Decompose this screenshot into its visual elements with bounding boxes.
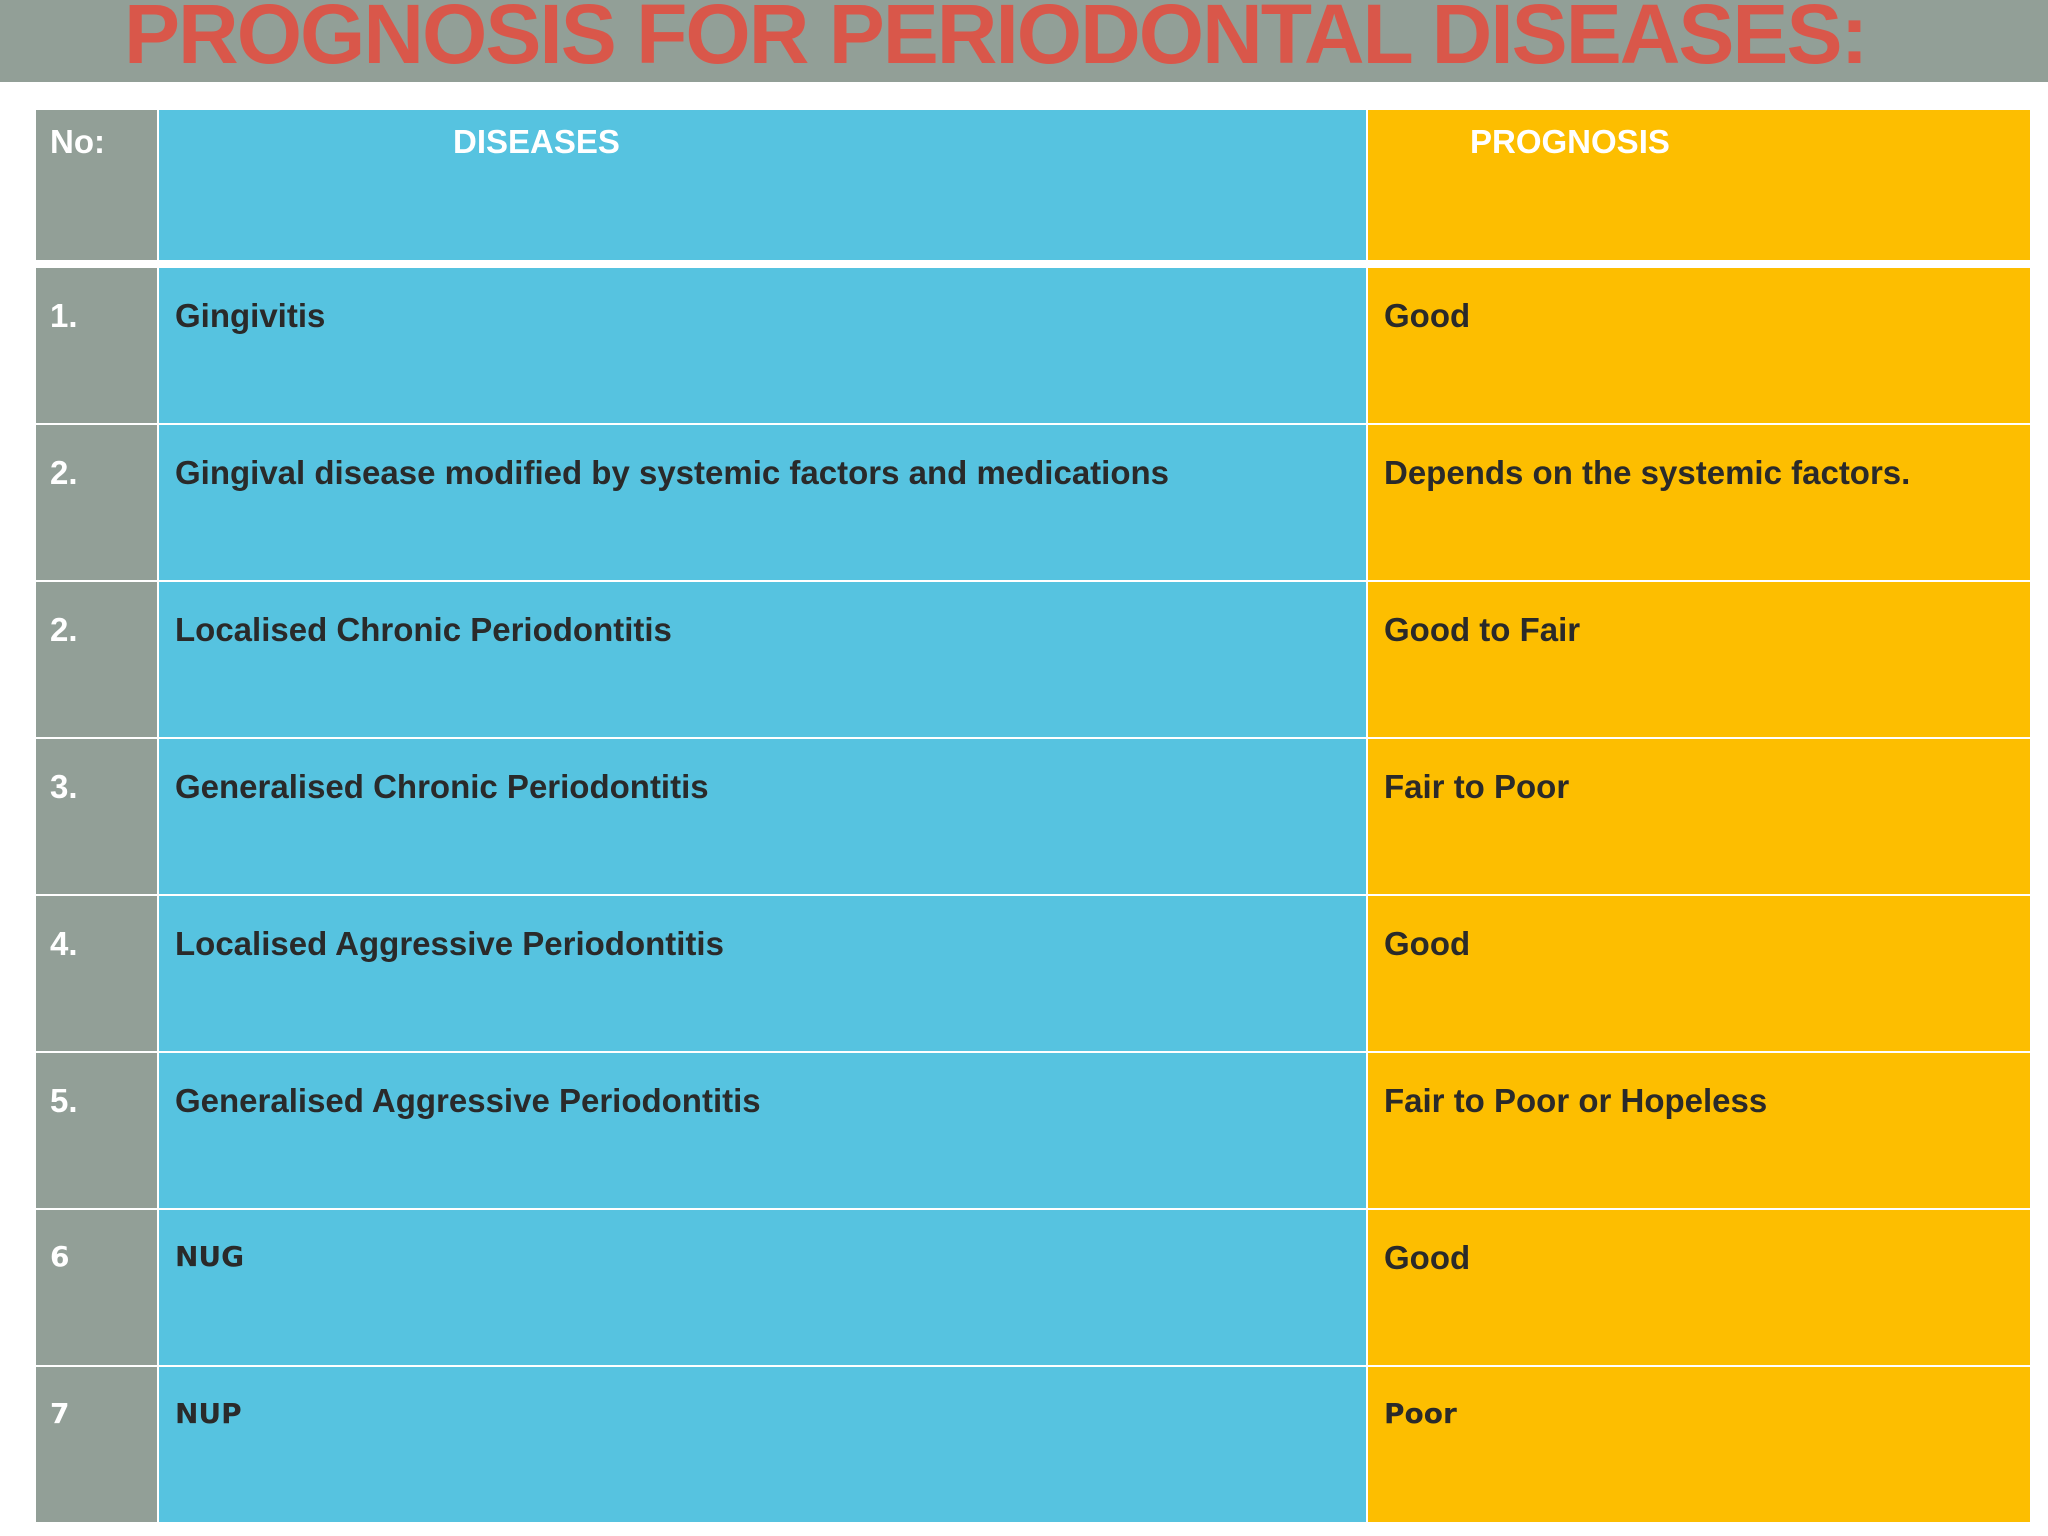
disease-cell: Generalised Aggressive Periodontitis: [159, 1053, 1366, 1208]
disease-cell: Generalised Chronic Periodontitis: [159, 739, 1366, 894]
prognosis-cell: Fair to Poor or Hopeless: [1368, 1053, 2030, 1208]
disease-cell: NUP: [159, 1367, 1366, 1522]
disease-cell: Localised Chronic Periodontitis: [159, 582, 1366, 737]
header-diseases: DISEASES: [159, 110, 1366, 260]
title-bar: [0, 0, 2048, 82]
row-number: 3.: [36, 739, 157, 894]
prognosis-cell: Depends on the systemic factors.: [1368, 425, 2030, 580]
prognosis-cell: Good to Fair: [1368, 582, 2030, 737]
row-number: 2.: [36, 425, 157, 580]
prognosis-cell: Fair to Poor: [1368, 739, 2030, 894]
row-number: 2.: [36, 582, 157, 737]
prognosis-cell: Good: [1368, 268, 2030, 423]
prognosis-cell: Good: [1368, 1210, 2030, 1365]
row-number: 1.: [36, 268, 157, 423]
disease-cell: NUG: [159, 1210, 1366, 1365]
row-number: 4.: [36, 896, 157, 1051]
row-number: 7: [36, 1367, 157, 1522]
prognosis-table: [36, 110, 2030, 1524]
row-number: 6: [36, 1210, 157, 1365]
disease-cell: Gingivitis: [159, 268, 1366, 423]
disease-cell: Gingival disease modified by systemic factors and medications: [159, 425, 1366, 580]
disease-cell: Localised Aggressive Periodontitis: [159, 896, 1366, 1051]
header-number: No:: [36, 110, 157, 260]
slide-title: PROGNOSIS FOR PERIODONTAL DISEASES:: [124, 0, 1867, 81]
prognosis-cell: Poor: [1368, 1367, 2030, 1522]
header-prognosis: PROGNOSIS: [1368, 110, 2030, 260]
prognosis-cell: Good: [1368, 896, 2030, 1051]
row-number: 5.: [36, 1053, 157, 1208]
